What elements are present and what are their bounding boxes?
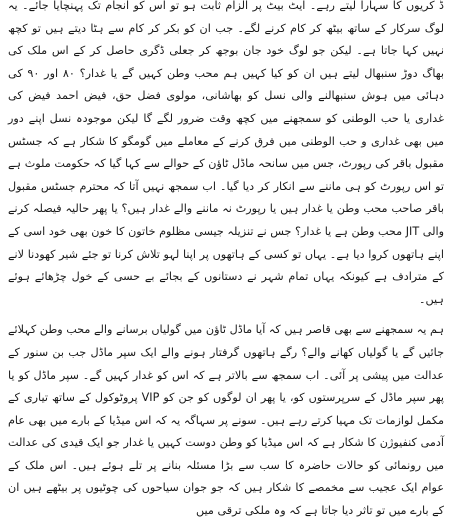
article-paragraph-2: ہم یہ سمجھنے سے بھی قاصر ہیں کہ آیا ماڈل ٹاؤن میں گولیاں برسانے والے محب وطن کہلائے جائیں گے یا گولیاں کھانے والے؟ رگے ہاتھوں گرفتار ہونے والے ایک سپر ماڈل جب بن سنور کے عدالت میں پیشی پر آئی۔ اب سمجھ سے بالاتر ہے کہ اس کو غدار کہیں گے۔ سپر ماڈل کو یا پھر سپر ماڈل کے سرپرستوں کو، یا پھر ان لوگوں کو جن کو VIP پروٹوکول کے ساتھ تیاری کے مکمل لوازمات تک مہیا کرتے رہے ہیں۔ سونے پر سہاگہ یہ کہ اس میڈیا کے بارے میں بھی عام آدمی کنفیوژن کا شکار ہے کہ اس میڈیا کو وطن دوست کہیں یا غدار جو ایک قیدی کی عدالت میں رونمائی کو حالات حاضرہ کا سب سے بڑا مسئلہ بنانے پر تلے ہوئے ہیں۔ اس ملک کے عوام ایک عجیب سے مخمصے کا شکار ہیں کہ جو جوان سیاحوں کی چوٹیوں پر بیٹھے ہیں ان کے بارے میں تو تاثر دیا جاتا ہے کہ وہ ملکی ترقی میں (8, 323, 444, 518)
article-paragraph-1: ڈ کریوں کا سہارا لیتے رہے۔ ایٹ بیٹ پر الزام ثابت ہو تو اس کو انجام تک پہنچایا جائے۔ یہ لوگ سرکار کے ساتھ بیٹھ کر کام کرنے لگے۔ جب ان کو بکر کر کام سے ہٹا دیتے ہیں تو کچھ نہیں کہا جاتا ہے۔ لیکن جو لوگ خود جان بوجھ کر جعلی ڈگری حاصل کر کے اس ملک کی بھاگ دوڑ سنبھال لیتے ہیں ان کو کیا کہیں ہم محب وطن کہیں گے یا غدار؟ ۸۰ اور ۹۰ کی دہائی میں ہوش سنبھالنے والی نسل کو بھاشانی، مولوی فضل حق، فیض احمد فیض کی غداری یا حب الوطنی کو سمجھنے میں کچھ وقت ضرور لگے گا لیکن موجودہ نسل اپنے دور میں بھی غداری و حب الوطنی میں فرق کرنے کے معاملے میں گومگو کا شکار ہے کہ جسٹس مقبول باقر کی رپورٹ، جس میں سانحہ ماڈل ٹاؤن کے حوالے سے کہا گیا کہ حکومت ملوث ہے تو اس رپورٹ کو ہی ماننے سے انکار کر دیا گیا۔ اب سمجھ نہیں آتا کہ محترم جسٹس مقبول باقر صاحب محب وطن یا غدار ہیں یا رپورٹ نہ ماننے والے غدار ہیں؟ یا پھر حالیہ فیصلہ کرنے والی JIT محب وطن ہے یا غدار؟ جس نے تنزیلہ جیسی مظلوم خاتون کا خون بھی خود اسی کے اپنے ہاتھوں کروا دیا ہے۔ یہاں تو کسی کے ہاتھوں پر اپنا لہو تلاش کرنا تو جئے شیر کھودنا لانے کے مترادف ہے کیونکہ یہاں تمام شہر نے دستانوں کے بجائے بے حسی کے خول چڑھائے ہوئے ہیں۔ (8, 0, 445, 306)
article-text-column (8, 0, 444, 523)
